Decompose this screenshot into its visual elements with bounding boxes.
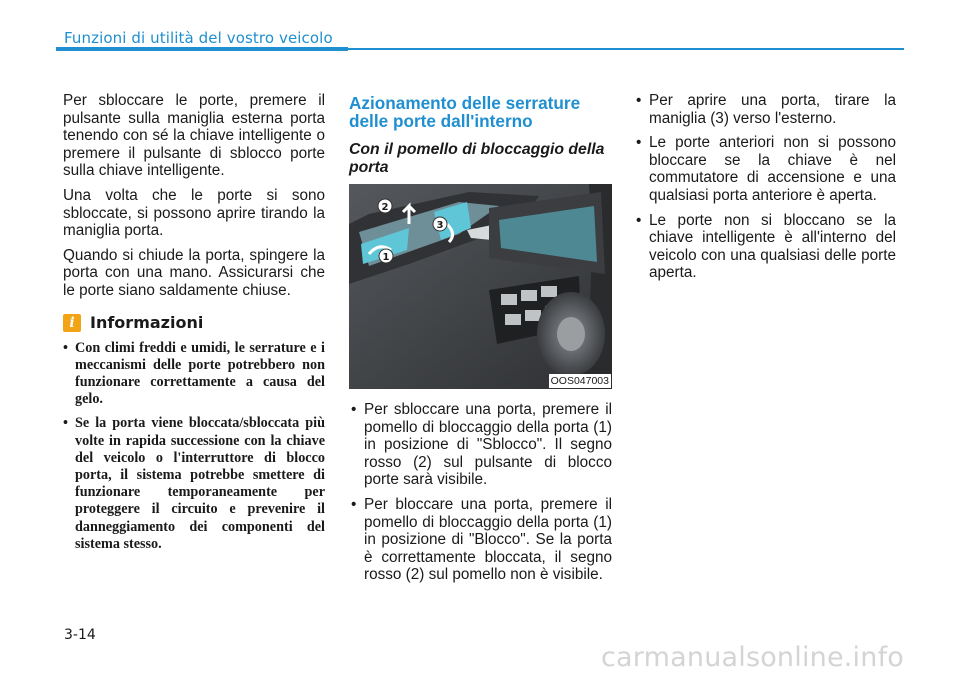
door-panel-drawing <box>349 184 612 389</box>
note-item: • Le porte non si bloccano se la chiave intelligente è all'interno del veicolo con una qualsiasi delle porte aperta. <box>634 212 896 282</box>
notes-list <box>634 92 896 282</box>
door-lock-illustration <box>349 184 612 389</box>
column-left <box>63 92 325 560</box>
instruction-item: • Per sbloccare una porta, premere il pomello di bloccaggio della porta (1) in posizione di "Sblocco". Il segno rosso (2) sul pulsante di blocco porte sarà visibile. <box>349 401 612 489</box>
svg-text:3: 3 <box>436 220 444 231</box>
column-middle <box>349 94 612 591</box>
info-list <box>63 340 325 553</box>
figure-code: OOS047003 <box>550 375 609 387</box>
info-item: • Con climi freddi e umidi, le serrature e i meccanismi delle porte potrebbero non funzionare correttamente a causa del gelo. <box>63 340 325 409</box>
instructions-list <box>349 401 612 584</box>
header-rule-thin <box>348 48 904 50</box>
column-right <box>634 92 896 289</box>
information-icon: i <box>63 314 81 332</box>
callout-3 <box>433 217 447 231</box>
info-box-header <box>63 314 325 332</box>
svg-text:1: 1 <box>382 252 390 263</box>
info-box-title: Informazioni <box>90 312 204 332</box>
note-item: • Le porte anteriori non si possono bloccare se la chiave è nel commutatore di accensione e una qualsiasi porta anteriore è aperta. <box>634 134 896 204</box>
note-item: • Per aprire una porta, tirare la maniglia (3) verso l'esterno. <box>634 92 896 127</box>
callout-1 <box>379 249 393 263</box>
watermark: carmanualsonline.info <box>601 642 904 673</box>
callout-2 <box>378 199 392 213</box>
header-rule-thick <box>56 47 348 51</box>
svg-text:2: 2 <box>381 202 389 213</box>
paragraph-unlock: Per sbloccare le porte, premere il pulsante sulla maniglia esterna porta tenendo con sé la chiave intelligente o premere il pulsante di sblocco porte sulla chiave intelligente. <box>63 92 325 180</box>
paragraph-close: Quando si chiude la porta, spingere la porta con una mano. Assicurarsi che le porte siano saldamente chiuse. <box>63 246 325 299</box>
page-number: 3-14 <box>64 627 96 643</box>
instruction-item: • Per bloccare una porta, premere il pomello di bloccaggio della porta (1) in posizione di "Blocco". Se la porta è correttamente bloccata, il segno rosso (2) sul pomello non è visibile. <box>349 496 612 584</box>
info-item: • Se la porta viene bloccata/sbloccata più volte in rapida successione con la chiave del veicolo o l'interruttore di blocco porta, il sistema potrebbe smettere di funzionare temporaneamente per proteggere il circuito e prevenire il danneggiamento dei componenti del sistema stesso. <box>63 415 325 553</box>
paragraph-open: Una volta che le porte si sono sbloccate, si possono aprire tirando la maniglia porta. <box>63 186 325 240</box>
section-header-title: Funzioni di utilità del vostro veicolo <box>64 29 333 47</box>
subsection-title: Con il pomello di bloccaggio della porta <box>349 141 605 176</box>
section-title: Azionamento delle serrature delle porte dall'interno <box>349 93 581 131</box>
